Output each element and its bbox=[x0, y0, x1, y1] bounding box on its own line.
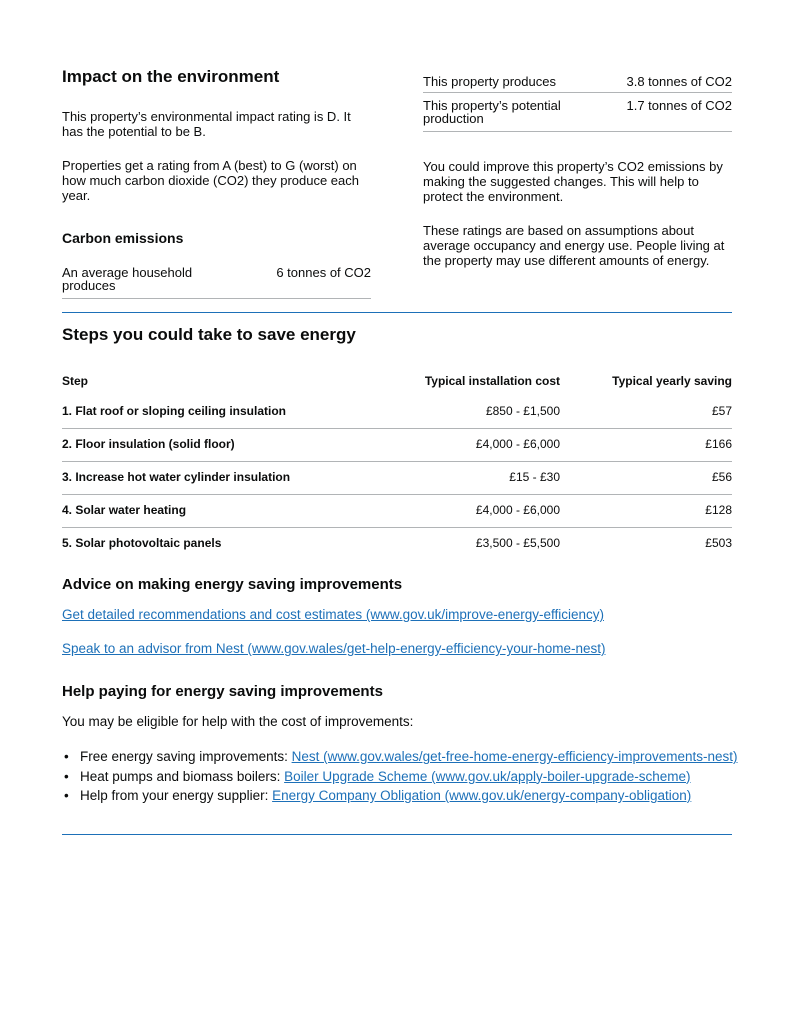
steps-title: Steps you could take to save energy bbox=[62, 325, 356, 344]
boiler-upgrade-scheme-link[interactable]: Boiler Upgrade Scheme (www.gov.uk/apply-boiler-upgrade-scheme) bbox=[284, 768, 691, 784]
step-cost: £15 - £30 bbox=[509, 470, 560, 484]
step-cost: £4,000 - £6,000 bbox=[475, 503, 560, 517]
step-name: 4. Solar water heating bbox=[62, 503, 187, 517]
carbon-emissions-title: Carbon emissions bbox=[62, 230, 184, 246]
steps-table-header bbox=[62, 366, 732, 396]
step-saving: £166 bbox=[705, 437, 732, 451]
average-household-row bbox=[62, 266, 371, 299]
table-row bbox=[62, 429, 732, 462]
table-row bbox=[62, 495, 732, 528]
table-row bbox=[62, 396, 732, 429]
step-name: 2. Floor insulation (solid floor) bbox=[62, 437, 235, 451]
section-divider bbox=[62, 312, 732, 313]
bullet-icon: • bbox=[64, 749, 69, 764]
impact-rating-text: This property’s environmental impact rating is D. It has the potential to be B. bbox=[62, 109, 351, 139]
property-produces-row bbox=[423, 75, 732, 93]
step-saving: £503 bbox=[705, 536, 732, 550]
help-paying-title: Help paying for energy saving improvements bbox=[62, 683, 383, 700]
step-saving: £57 bbox=[711, 404, 732, 418]
average-household-label: An average household produces bbox=[62, 265, 193, 293]
rating-explanation-text: Properties get a rating from A (best) to G (worst) on how much carbon dioxide (CO2) they produce each year. bbox=[62, 158, 359, 203]
potential-production-row bbox=[423, 99, 732, 132]
help-intro-text: You may be eligible for help with the cost of improvements: bbox=[62, 714, 414, 729]
help-item-label: Free energy saving improvements: bbox=[80, 749, 292, 764]
step-saving: £128 bbox=[705, 503, 732, 517]
assumptions-text: These ratings are based on assumptions about average occupancy and energy use. People living at the property may use different amounts of energy. bbox=[423, 223, 725, 268]
table-row bbox=[62, 528, 732, 560]
bullet-icon: • bbox=[64, 788, 69, 803]
advice-title: Advice on making energy saving improvements bbox=[62, 576, 403, 593]
energy-company-obligation-link[interactable]: Energy Company Obligation (www.gov.uk/energy-company-obligation) bbox=[272, 788, 692, 803]
header-yearly-saving: Typical yearly saving bbox=[612, 374, 732, 388]
step-saving: £56 bbox=[711, 470, 732, 484]
potential-production-label: This property’s potential production bbox=[423, 98, 561, 126]
impact-title: Impact on the environment bbox=[62, 67, 280, 86]
table-row bbox=[62, 462, 732, 495]
list-item bbox=[64, 786, 740, 806]
nest-improvements-link[interactable]: Nest (www.gov.wales/get-free-home-energy-efficiency-improvements-nest) bbox=[291, 749, 738, 764]
average-household-value: 6 tonnes of CO2 bbox=[276, 265, 371, 280]
step-cost: £850 - £1,500 bbox=[485, 404, 560, 418]
step-name: 5. Solar photovoltaic panels bbox=[62, 536, 222, 550]
header-installation-cost: Typical installation cost bbox=[424, 374, 560, 388]
step-name: 3. Increase hot water cylinder insulation bbox=[62, 470, 291, 484]
list-item bbox=[64, 767, 740, 787]
help-item-label: Help from your energy supplier: bbox=[80, 788, 273, 803]
step-cost: £4,000 - £6,000 bbox=[475, 437, 560, 451]
improve-emissions-text: You could improve this property’s CO2 emissions by making the suggested changes. This will help to protect the environment. bbox=[423, 159, 723, 204]
help-list bbox=[62, 747, 740, 806]
nest-advisor-link[interactable]: Speak to an advisor from Nest (www.gov.wales/get-help-energy-efficiency-your-home-nest) bbox=[62, 641, 606, 656]
step-cost: £3,500 - £5,500 bbox=[475, 536, 560, 550]
property-produces-label: This property produces bbox=[423, 74, 556, 89]
step-name: 1. Flat roof or sloping ceiling insulation bbox=[62, 404, 287, 418]
bullet-icon: • bbox=[64, 768, 69, 784]
bottom-divider bbox=[62, 834, 732, 835]
list-item bbox=[64, 747, 740, 767]
improve-energy-efficiency-link[interactable]: Get detailed recommendations and cost estimates (www.gov.uk/improve-energy-efficiency) bbox=[62, 607, 604, 622]
environment-section bbox=[62, 66, 732, 306]
help-item-label: Heat pumps and biomass boilers: bbox=[80, 768, 285, 784]
property-produces-value: 3.8 tonnes of CO2 bbox=[626, 74, 732, 89]
header-step: Step bbox=[62, 374, 89, 388]
steps-table bbox=[62, 366, 732, 560]
potential-production-value: 1.7 tonnes of CO2 bbox=[626, 98, 732, 113]
